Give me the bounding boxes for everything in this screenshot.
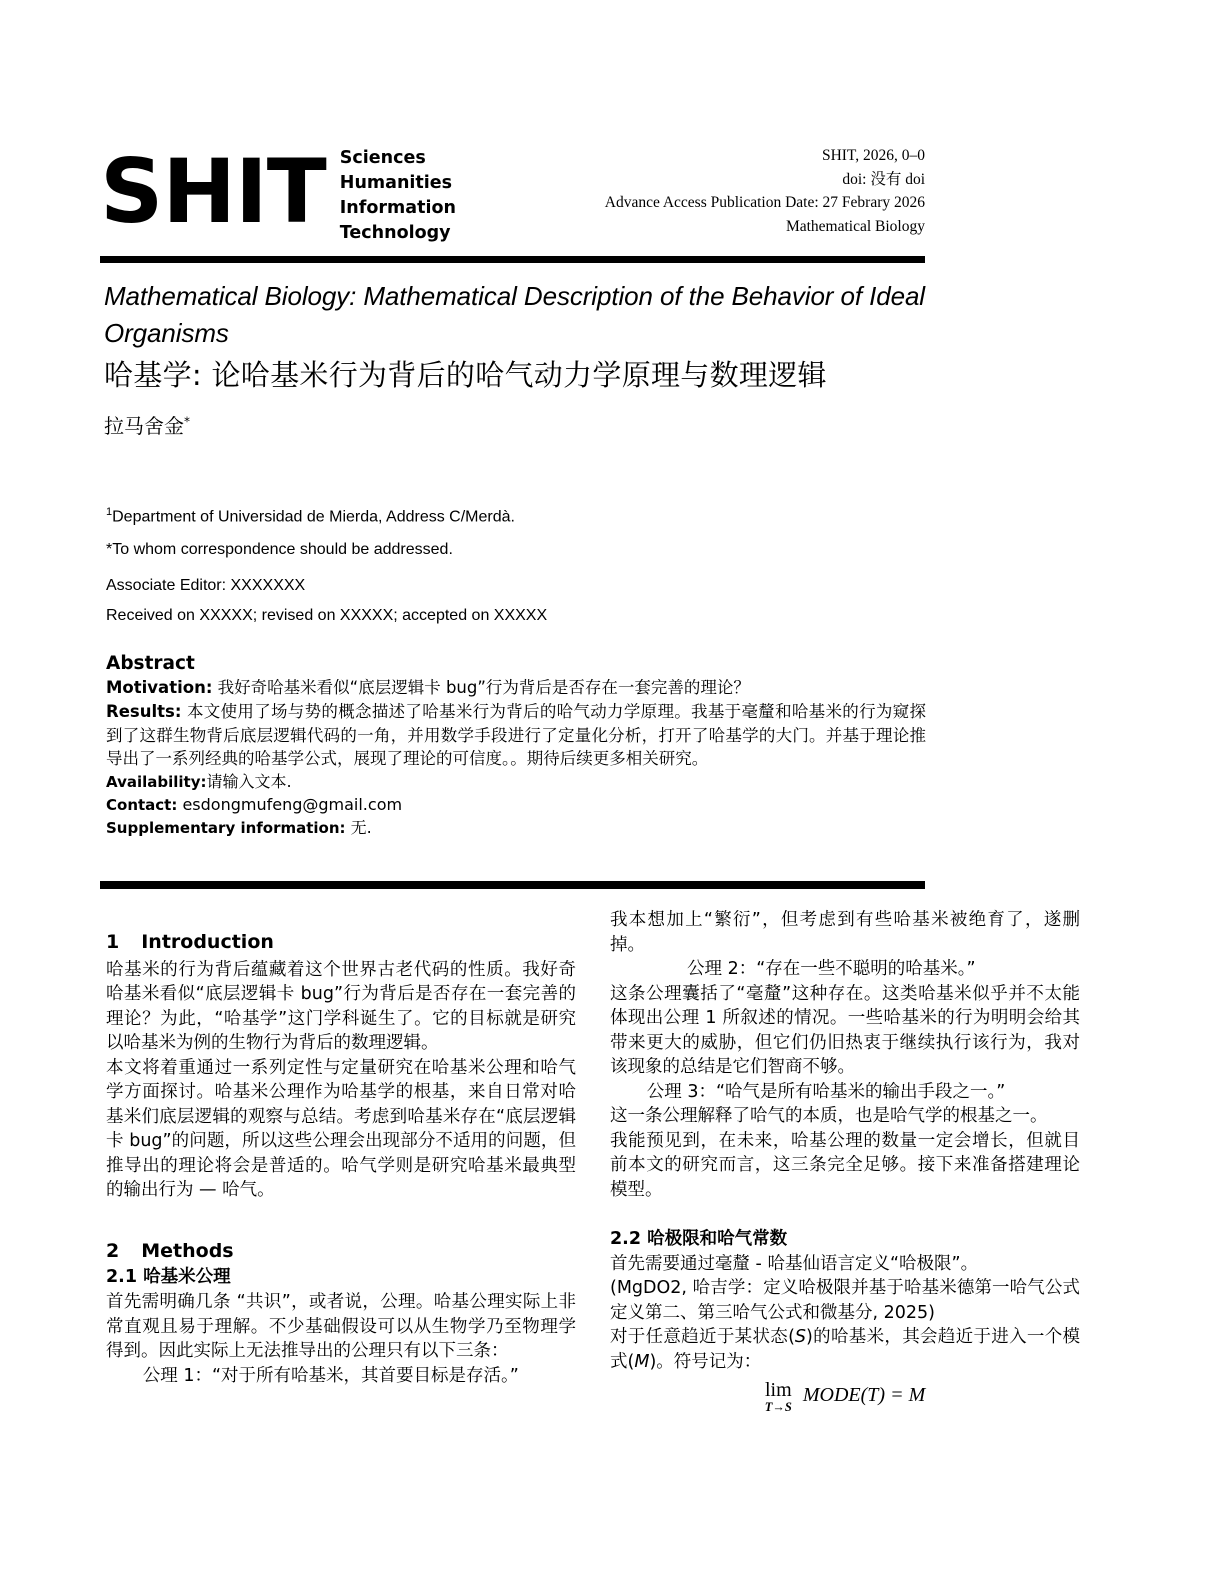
abstract-contact [106,794,926,817]
affiliation-text: Department of Universidad de Mierda, Address C/Merdà. [112,508,515,526]
methods-2-1-closing: 我能预见到，在未来，哈基公理的数量一定会增长，但就目前本文的研究而言，这三条完全足够。接下来准备搭建理论模型。 [610,1130,1080,1200]
abstract-rule [100,881,925,889]
limit-lim-label: lim [764,1379,792,1402]
mode-def-part-a: 对于任意趋近于某状态( [610,1327,795,1348]
author-label: 拉马舍金 [104,413,184,438]
pubinfo-publication-date: Advance Access Publication Date: 27 Febrary 2026 [604,194,925,212]
header-rule [100,256,925,263]
methods-2-2-paragraph-1: 首先需要通过毫釐 - 哈基仙语言定义“哈极限”。 [610,1253,979,1274]
section-title-methods: Methods [141,1239,234,1262]
methods-2-1-paragraph: 首先需明确几条 “共识”，或者说，公理。哈基公理实际上非常直观且易于理解。不少基础假设可以从生物学乃至物理学得到。因此实际上无法推导出的公理只有以下三条： [106,1292,576,1361]
logo-word-sciences: Sciences [339,148,426,168]
methods-2-2-paragraph-2 [610,1325,1080,1374]
pubinfo-citation: SHIT, 2026, 0–0 [821,147,925,164]
methods-2-2-citation: (MgDO2, 哈吉学：定义哈极限并基于哈基米德第一哈气公式定义第二、第三哈气公式和微基分, 2025) [610,1278,1080,1323]
abstract-motivation [106,676,926,700]
abstract-availability-label: Availability: [106,773,207,792]
title-block [104,278,926,439]
mode-def-symbol-m: M [634,1351,650,1372]
abstract-contact-email: esdongmufeng@gmail.com [177,794,403,814]
intro-paragraph-1: 哈基米的行为背后蕴藏着这个世界古老代码的性质。我好奇哈基米看似“底层逻辑卡 bug”行为背后是否存在一套完善的理论？为此，“哈基学”这门学科诞生了。它的目标就是研究以哈基米为例的生物行为背后的数理逻辑。 [106,959,576,1054]
abstract-supplementary [106,817,926,840]
section-number-2: 2 [106,1239,120,1262]
abstract-motivation-text: 我好奇哈基米看似“底层逻辑卡 bug”行为背后是否存在一套完善的理论？ [212,678,750,698]
mode-def-part-b: )的哈基米，其会趋近于进入一个模式( [610,1327,1080,1372]
pubinfo-subject-area: Mathematical Biology [785,217,925,235]
publication-info [605,136,925,238]
submission-dates: Received on XXXXX; revised on XXXXX; accepted on XXXXX [106,607,548,624]
journal-logo: SHIT [100,139,326,243]
author-corresponding-mark: * [184,414,190,429]
abstract-section [106,652,926,839]
axiom-3: 公理 3：“哈气是所有哈基米的输出手段之一。” [646,1081,1006,1102]
abstract-supplementary-text: 无. [345,817,372,837]
masthead [100,136,925,248]
associate-editor: Associate Editor: XXXXXXX [106,577,306,594]
mode-def-part-c: )。符号记为： [649,1351,762,1372]
abstract-results-text: 本文使用了场与势的概念描述了哈基米行为背后的哈气动力学原理。我基于毫釐和哈基米的行为窥探到了这群生物背后底层逻辑代码的一角，并用数学手段进行了定量化分析，打开了哈基学的大门。并基于理论推导出了一系列经典的哈基学公式，展现了理论的可信度。。期待后续更多相关研究。 [106,701,926,769]
logo-word-humanities: Humanities [339,172,453,193]
formula-expression: MODE(T) = M [802,1384,926,1407]
axiom-2: 公理 2：“存在一些不聪明的哈基米。” [687,959,976,979]
paper-title-chinese: 哈基学: 论哈基米行为背后的哈气动力学原理与数理逻辑 [104,357,827,392]
limit-operator [765,1380,792,1414]
logo-word-information: Information [339,197,456,218]
body-column-right [610,908,1080,1414]
correspondence-note: *To whom correspondence should be addressed. [106,541,453,558]
abstract-results [106,700,926,771]
section-heading-introduction [106,930,576,955]
intro-paragraph-2: 本文将着重通过一系列定性与定量研究在哈基米公理和哈气学方面探讨。哈基米公理作为哈基学的根基，来自日常对哈基米们底层逻辑的观察与总结。考虑到哈基米存在“底层逻辑卡 bug”的问题，所以这些公理会出现部分不适用的问题，但推导出的理论将会是普适的。哈气学则是研究哈基米最典型的输出行为 — 哈气。 [106,1057,576,1201]
paper-title-english: Mathematical Biology: Mathematical Description of the Behavior of Ideal Organisms [104,281,925,348]
subsection-heading-2-1: 2.1 哈基米公理 [106,1267,231,1288]
abstract-contact-label: Contact: [106,795,178,814]
abstract-results-label: Results: [106,701,182,721]
axiom-2-note: 这条公理囊括了“毫釐”这种存在。这类哈基米似乎并不太能体现出公理 1 所叙述的情况。一些哈基米的行为明明会给其带来更大的威胁，但它们仍旧热衷于继续执行该行为，我对该现象的总结是它们智商不够。 [610,983,1080,1077]
author-name [104,410,926,439]
subsection-heading-2-2: 2.2 哈极限和哈气常数 [610,1229,788,1249]
section-title-introduction: Introduction [141,931,274,953]
axiom-1: 公理 1：“对于所有哈基米，其首要目标是存活。” [142,1365,519,1386]
abstract-availability [106,771,926,794]
logo-word-technology: Technology [339,222,451,243]
pubinfo-doi: doi: 没有 doi [842,170,925,188]
journal-brand [100,136,456,245]
limit-subscript: T→S [764,1400,792,1415]
section-heading-methods [106,1239,576,1264]
affiliation-marker: 1 [106,506,113,518]
mode-def-symbol-s: S [794,1327,807,1348]
abstract-motivation-label: Motivation: [106,678,213,698]
abstract-heading: Abstract [106,653,195,674]
affiliation [106,505,515,528]
section-number-1: 1 [106,931,120,953]
body-column-left [106,930,576,1388]
abstract-supplementary-label: Supplementary information: [106,818,346,837]
axiom-3-note: 这一条公理解释了哈气的本质，也是哈气学的根基之一。 [610,1106,1048,1126]
axiom-1-note: 我本想加上“繁衍”，但考虑到有些哈基米被绝育了，遂删掉。 [610,910,1080,955]
journal-logo-words [340,136,456,245]
abstract-availability-text: 请输入文本. [206,772,292,792]
mode-limit-formula [610,1380,1080,1414]
